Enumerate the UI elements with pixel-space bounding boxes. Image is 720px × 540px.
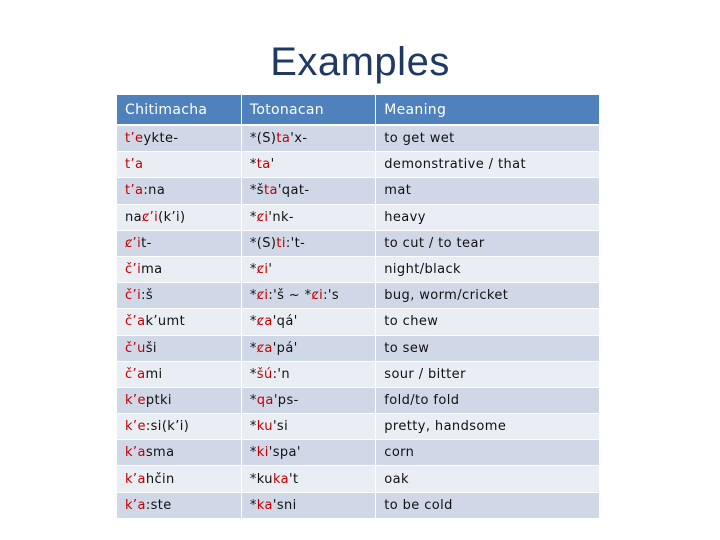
highlighted-segment: ka: [256, 497, 273, 513]
examples-table: [117, 95, 599, 519]
text-segment: mi: [145, 366, 163, 382]
cell-chitimacha: [117, 178, 242, 204]
text-segment: ykte-: [143, 131, 179, 147]
cell-chitimacha: [117, 205, 242, 231]
cell-chitimacha: [117, 440, 242, 466]
cell-chitimacha: [117, 126, 242, 152]
cell-meaning: to chew: [376, 309, 599, 335]
text-segment: *: [249, 366, 257, 382]
table-row: [117, 440, 599, 466]
text-segment: :si(k’i): [145, 419, 190, 435]
highlighted-segment: č’u: [125, 340, 146, 356]
slide-title: Examples: [270, 40, 450, 84]
text-segment: ': [268, 262, 273, 278]
table-row: [117, 178, 599, 204]
text-segment: na: [125, 209, 143, 225]
text-segment: *: [249, 209, 257, 225]
highlighted-segment: qa: [256, 392, 274, 408]
table-row: [117, 466, 599, 492]
table-row: [117, 126, 599, 152]
highlighted-segment: ta: [263, 183, 278, 199]
text-segment: :š: [141, 288, 154, 304]
text-segment: ptki: [145, 392, 172, 408]
highlighted-segment: t’a: [125, 157, 144, 173]
text-segment: *: [249, 392, 257, 408]
table-row: [117, 414, 599, 440]
text-segment: 'qat-: [277, 183, 310, 199]
cell-meaning: pretty, handsome: [376, 414, 599, 440]
cell-totonacan: [242, 205, 376, 231]
highlighted-segment: k’a: [125, 471, 146, 487]
table-row: [117, 257, 599, 283]
table-row: [117, 309, 599, 335]
cell-totonacan: [242, 388, 376, 414]
text-segment: 'sni: [272, 497, 297, 513]
highlighted-segment: šú: [256, 366, 273, 382]
text-segment: *: [249, 314, 257, 330]
text-segment: 'si: [272, 419, 289, 435]
cell-chitimacha: [117, 152, 242, 178]
column-header-totonacan: Totonacan: [242, 95, 376, 126]
text-segment: :'t-: [285, 235, 306, 251]
cell-totonacan: [242, 178, 376, 204]
text-segment: ma: [141, 262, 163, 278]
table-row: [117, 362, 599, 388]
text-segment: *: [249, 157, 257, 173]
text-segment: *: [249, 419, 257, 435]
cell-chitimacha: [117, 493, 242, 519]
highlighted-segment: t’a: [125, 183, 144, 199]
text-segment: sma: [145, 445, 175, 461]
cell-chitimacha: [117, 388, 242, 414]
cell-totonacan: [242, 440, 376, 466]
text-segment: 'spa': [268, 445, 301, 461]
highlighted-segment: k’a: [125, 445, 146, 461]
highlighted-segment: e: [135, 131, 144, 147]
table-row: [117, 493, 599, 519]
cell-totonacan: [242, 414, 376, 440]
table-row: [117, 283, 599, 309]
text-segment: *(S): [249, 235, 277, 251]
highlighted-segment: ȼi: [311, 288, 324, 304]
cell-totonacan: [242, 466, 376, 492]
table-header-row: [117, 95, 599, 126]
cell-totonacan: [242, 283, 376, 309]
text-segment: 'ps-: [273, 392, 299, 408]
text-segment: 'qá': [272, 314, 298, 330]
highlighted-segment: ȼ’i: [142, 209, 159, 225]
table-row: [117, 336, 599, 362]
highlighted-segment: ȼi: [256, 262, 269, 278]
text-segment: *: [249, 445, 257, 461]
cell-totonacan: [242, 231, 376, 257]
text-segment: 'nk-: [268, 209, 294, 225]
text-segment: *ku: [249, 471, 273, 487]
text-segment: *: [249, 497, 257, 513]
highlighted-segment: ka: [272, 471, 290, 487]
cell-meaning: fold/to fold: [376, 388, 599, 414]
cell-chitimacha: [117, 257, 242, 283]
text-segment: :'n: [272, 366, 290, 382]
text-segment: ši: [145, 340, 157, 356]
highlighted-segment: č’i: [125, 288, 142, 304]
text-segment: 'pá': [272, 340, 298, 356]
text-segment: ': [270, 157, 275, 173]
cell-chitimacha: [117, 466, 242, 492]
cell-chitimacha: [117, 231, 242, 257]
text-segment: :na: [143, 183, 166, 199]
text-segment: 'x-: [290, 131, 308, 147]
highlighted-segment: č’a: [125, 366, 146, 382]
cell-totonacan: [242, 152, 376, 178]
cell-meaning: sour / bitter: [376, 362, 599, 388]
text-segment: :ste: [145, 497, 172, 513]
cell-chitimacha: [117, 336, 242, 362]
table-row: [117, 152, 599, 178]
table-body: [117, 126, 599, 519]
highlighted-segment: ta: [256, 157, 271, 173]
highlighted-segment: ta: [276, 131, 291, 147]
cell-totonacan: [242, 493, 376, 519]
cell-chitimacha: [117, 414, 242, 440]
highlighted-segment: k’e: [125, 419, 146, 435]
cell-chitimacha: [117, 283, 242, 309]
column-header-meaning: Meaning: [376, 95, 599, 126]
cell-meaning: to get wet: [376, 126, 599, 152]
column-header-chitimacha: Chitimacha: [117, 95, 242, 126]
text-segment: :'s: [323, 288, 340, 304]
text-segment: k’umt: [145, 314, 186, 330]
cell-totonacan: [242, 126, 376, 152]
table-row: [117, 205, 599, 231]
cell-meaning: mat: [376, 178, 599, 204]
text-segment: *: [249, 288, 257, 304]
text-segment: *(S): [249, 131, 277, 147]
cell-meaning: to sew: [376, 336, 599, 362]
cell-meaning: bug, worm/cricket: [376, 283, 599, 309]
highlighted-segment: ȼa: [256, 340, 273, 356]
text-segment: *š: [249, 183, 264, 199]
highlighted-segment: t’: [125, 131, 136, 147]
cell-totonacan: [242, 336, 376, 362]
highlighted-segment: ti: [276, 235, 286, 251]
table-row: [117, 388, 599, 414]
cell-chitimacha: [117, 362, 242, 388]
text-segment: (k’i): [158, 209, 186, 225]
text-segment: t-: [141, 235, 152, 251]
highlighted-segment: ȼ’i: [125, 235, 142, 251]
text-segment: *: [249, 340, 257, 356]
highlighted-segment: ȼa: [256, 314, 273, 330]
cell-meaning: heavy: [376, 205, 599, 231]
text-segment: *: [249, 262, 257, 278]
highlighted-segment: ȼi: [256, 209, 269, 225]
highlighted-segment: ki: [256, 445, 269, 461]
text-segment: hčin: [145, 471, 175, 487]
cell-meaning: night/black: [376, 257, 599, 283]
highlighted-segment: k’e: [125, 392, 146, 408]
highlighted-segment: ȼi: [256, 288, 269, 304]
highlighted-segment: č’i: [125, 262, 142, 278]
highlighted-segment: k’a: [125, 497, 146, 513]
text-segment: :'š ~ *: [268, 288, 312, 304]
cell-totonacan: [242, 362, 376, 388]
cell-chitimacha: [117, 309, 242, 335]
highlighted-segment: č’a: [125, 314, 146, 330]
cell-meaning: to cut / to tear: [376, 231, 599, 257]
cell-meaning: corn: [376, 440, 599, 466]
cell-meaning: demonstrative / that: [376, 152, 599, 178]
highlighted-segment: ku: [256, 419, 273, 435]
cell-meaning: oak: [376, 466, 599, 492]
cell-totonacan: [242, 309, 376, 335]
text-segment: 't: [289, 471, 299, 487]
table-row: [117, 231, 599, 257]
cell-totonacan: [242, 257, 376, 283]
cell-meaning: to be cold: [376, 493, 599, 519]
